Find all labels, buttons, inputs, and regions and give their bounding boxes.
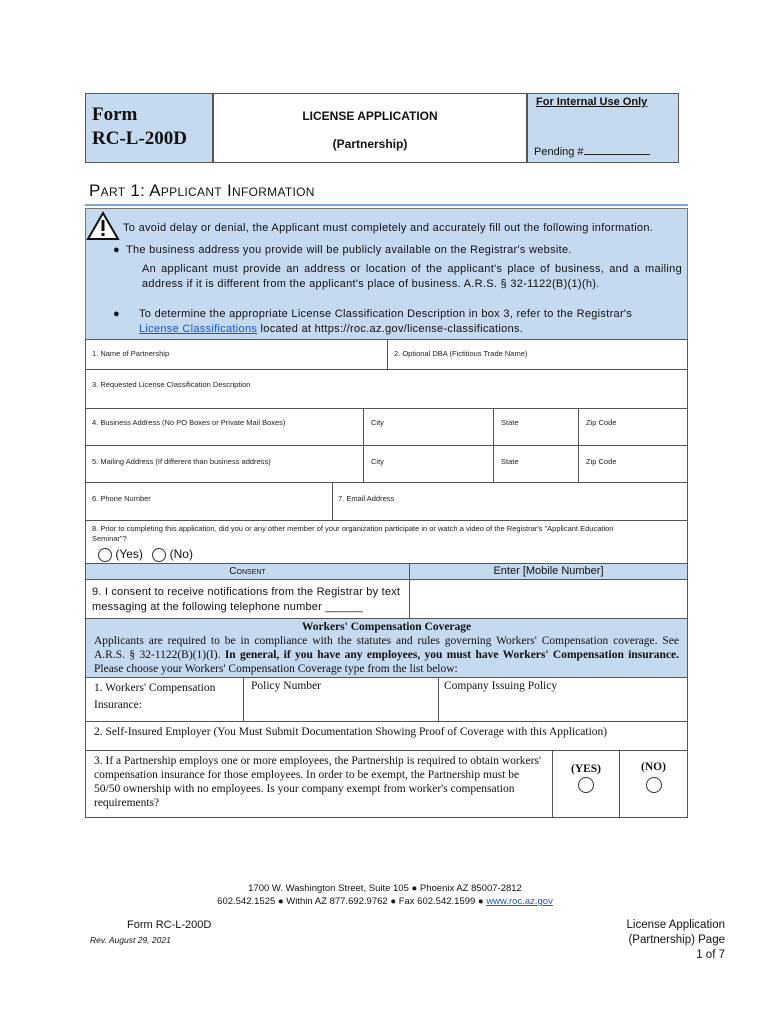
bullet-1-cont: An applicant must provide an address or location of the applicant's place of business, and a mailing address if it is different from the applicant's place of business. A.R.S. § 32-1122(B)(1)(h). [142,263,682,290]
pending-label: Pending # [534,146,584,158]
consent-header: Consent [85,563,410,580]
warning-text: To avoid delay or denial, the Applicant must completely and accurately fill out the following information. [123,222,654,234]
mobile-number-header: Enter [Mobile Number] [409,563,688,580]
wc-exempt-yes-cell[interactable] [552,750,620,818]
part1-heading: Part 1: Applicant Information [89,181,315,200]
form-subtitle: (Partnership) [332,137,408,151]
wc-option-1-cell[interactable]: 1. Workers' Compensation Insurance: [85,677,244,722]
seminar-yes-radio[interactable] [98,548,112,562]
field-dba[interactable]: 2. Optional DBA (Fictitious Trade Name) [387,339,688,370]
bullet-2: ● To determine the appropriate License Classification Description in box 3, refer to the Registrar's License Classifications located at https://roc.az.gov/license-classifications. [113,308,633,335]
bullet-1: ● The business address you provide will be publicly available on the Registrar's website. [113,244,572,256]
wc-company-cell[interactable]: Company Issuing Policy [438,677,688,722]
bullet-2-post: located at https://roc.az.gov/license-classifications. [260,323,524,335]
field-business-state[interactable]: State [493,408,579,446]
footer-page-info: License Application (Partnership) Page 1 of 7 [626,919,725,961]
form-number-box [85,93,213,163]
wc-exempt-no-radio[interactable] [646,777,662,793]
consent-text-cell: 9. I consent to receive notifications from the Registrar by text messaging at the following telephone number ______ [85,579,410,619]
workers-comp-heading: Workers' Compensation Coverage [301,621,472,633]
wc-exempt-yes-label: (YES) [570,763,602,775]
field-phone[interactable]: 6. Phone Number [85,482,333,521]
field-partnership-name[interactable]: 1. Name of Partnership [85,339,388,370]
form-word: Form [92,104,138,125]
wc-option-3-cell: 3. If a Partnership employs one or more employees, the Partnership is required to obtain workers' compensation insurance for those employees. In order to be exempt, the Partnership must be 50/50 ownership with no employees. Is your company exempt from worker's compensation requirements? [85,750,553,818]
footer-revision: Rev. August 29, 2021 [90,935,171,945]
part1-underline [85,204,688,206]
field-mailing-state[interactable]: State [493,445,579,483]
field-mailing-city[interactable]: City [363,445,494,483]
title-box [213,93,527,163]
form-title: LICENSE APPLICATION [302,109,438,123]
wc-option-2-cell[interactable]: 2. Self-Insured Employer (You Must Submit Documentation Showing Proof of Coverage with this Application) [85,721,688,751]
wc-exempt-no-label: (NO) [641,761,666,773]
internal-use-box [527,93,679,163]
workers-comp-paragraph: Applicants are required to be in compliance with the statutes and rules governing Workers' Compensation coverage. See A.R.S. § 32-1122(B)(1)(I). In general, if you have any employees, you must have Workers' Compensation insurance. Please choose your Workers' Compensation Coverage type from the list below: [94,635,679,675]
seminar-yes-label: (Yes) [115,547,143,561]
pending-row [534,144,650,158]
license-classifications-link[interactable]: License Classifications [139,323,258,335]
field-email[interactable]: 7. Email Address [332,482,688,521]
seminar-no-radio[interactable] [152,548,166,562]
footer-form-number: Form RC-L-200D [127,919,212,931]
mobile-number-input[interactable] [409,579,688,619]
field-business-city[interactable]: City [363,408,494,446]
form-number: RC-L-200D [92,128,187,149]
field-business-zip[interactable]: Zip Code [578,408,688,446]
footer-address-1: 1700 W. Washington Street, Suite 105 ● Phoenix AZ 85007-2812 [248,883,522,894]
bullet-1-text: The business address you provide will be publicly available on the Registrar's website. [125,244,572,256]
pending-number-field[interactable] [584,144,650,155]
wc-policy-number-cell[interactable]: Policy Number [243,677,439,722]
field-license-classification[interactable]: 3. Requested License Classification Description [85,369,688,409]
bullet-2-text: To determine the appropriate License Classification Description in box 3, refer to the Registrar's [139,308,633,320]
roc-website-link[interactable]: www.roc.az.gov [486,896,553,907]
internal-use-title: For Internal Use Only [536,96,648,108]
wc-exempt-yes-radio[interactable] [578,777,594,793]
field-business-address[interactable]: 4. Business Address (No PO Boxes or Private Mail Boxes) [85,408,364,446]
wc-exempt-no-cell[interactable] [619,750,688,818]
workers-comp-section [85,618,688,678]
seminar-no-label: (No) [169,547,193,561]
instructions-block [85,208,688,340]
field-mailing-address[interactable]: 5. Mailing Address (If different than business address) [85,445,364,483]
warning-icon [86,211,120,241]
field-seminar-question: 8. Prior to completing this application, did you or any other member of your organization participate in or watch a video of the Registrar's "Applicant Education Seminar"? [85,520,688,564]
field-mailing-zip[interactable]: Zip Code [578,445,688,483]
footer-address-2: 602.542.1525 ● Within AZ 877.692.9762 ● Fax 602.542.1599 ● www.roc.az.gov [217,896,553,907]
seminar-radio-row [98,547,193,562]
